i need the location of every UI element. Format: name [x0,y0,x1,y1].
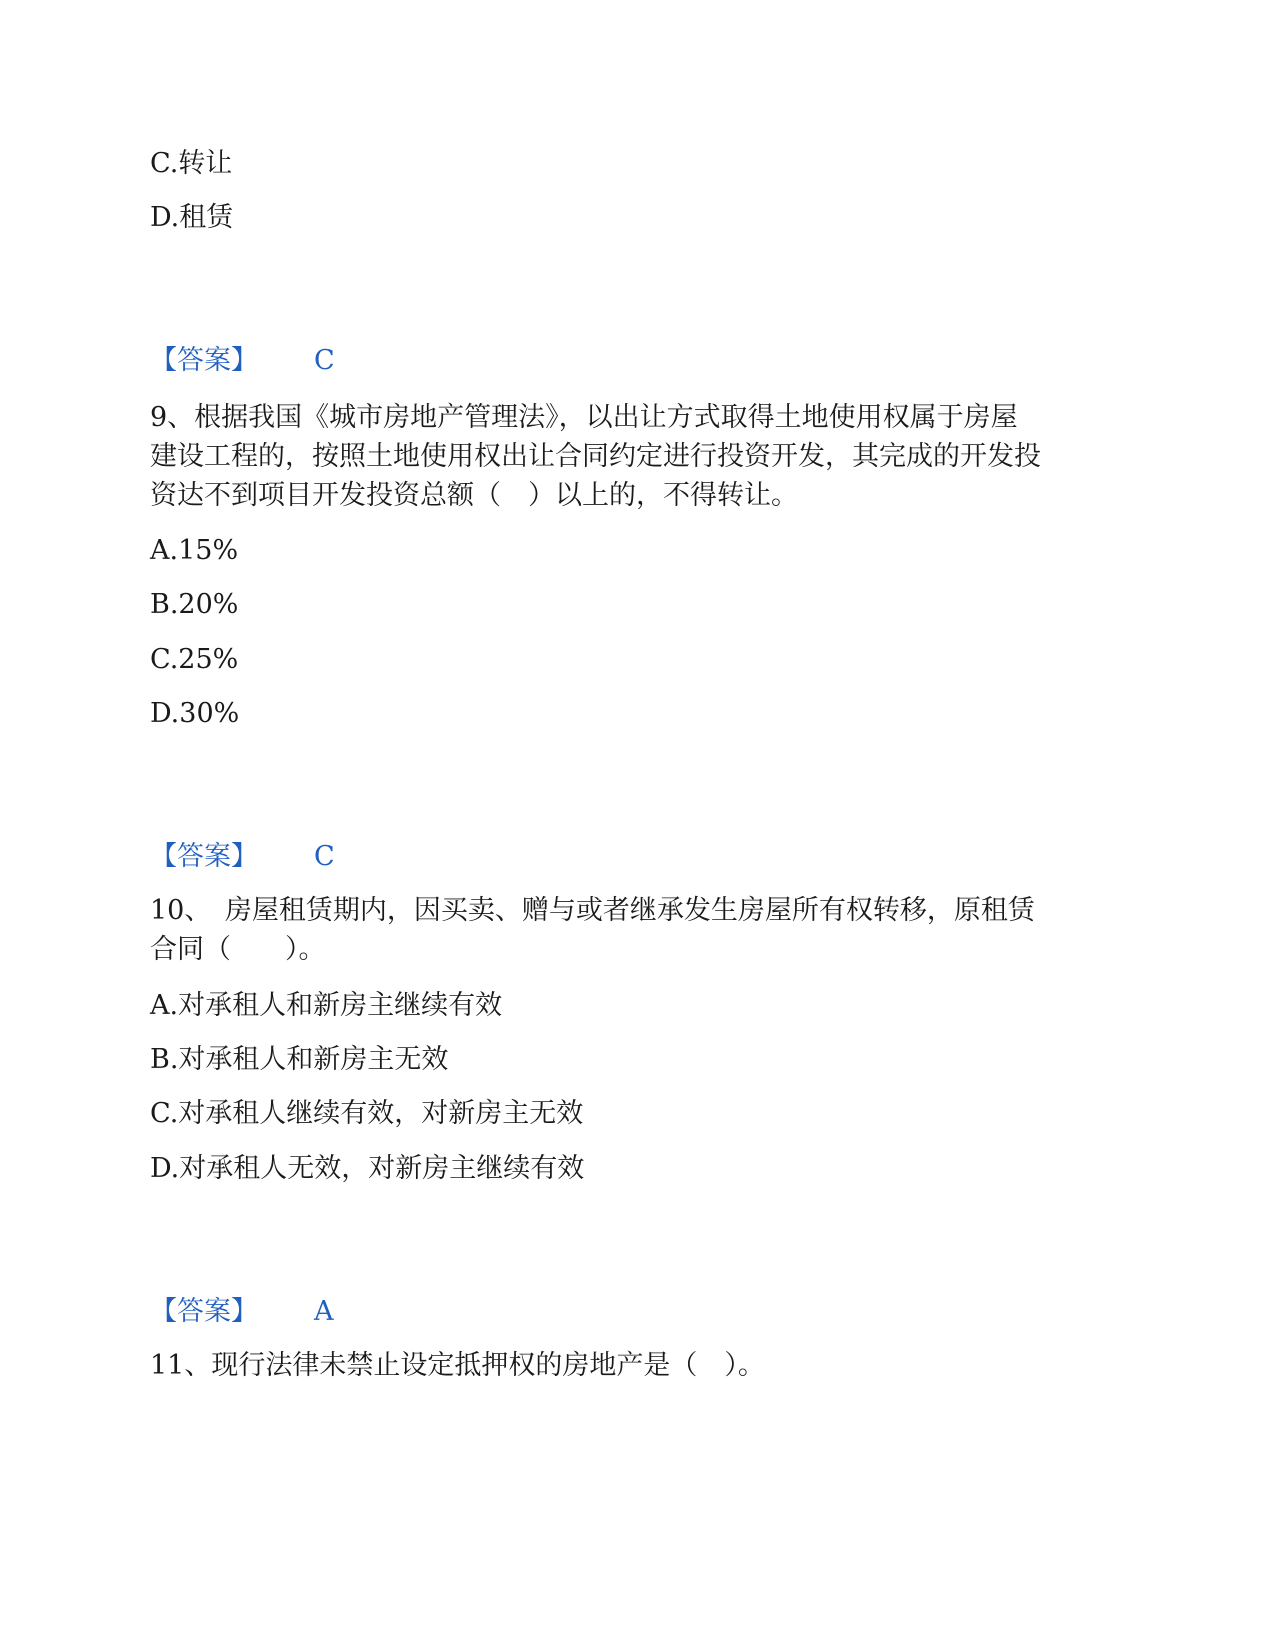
q11-stem-line-1: 11、现行法律未禁止设定抵押权的房地产是（ ）。 [150,1350,765,1381]
answer-value: C [314,345,335,376]
q9-stem-line-3: 资达不到项目开发投资总额（ ）以上的，不得转让。 [150,480,798,511]
answer-value: C [314,841,335,872]
q10-option-a: A.对承租人和新房主继续有效 [150,990,503,1021]
q9-answer [150,840,335,874]
q10-option-d: D.对承租人无效，对新房主继续有效 [150,1153,585,1184]
q10-option-b: B.对承租人和新房主无效 [150,1044,449,1075]
q8-option-d: D.租赁 [150,202,234,233]
q10-stem-line-2: 合同（ ）。 [150,934,326,965]
q9-option-a: A.15% [150,535,239,566]
q9-option-d: D.30% [150,698,240,729]
q9-stem-line-1: 9、根据我国《城市房地产管理法》，以出让方式取得土地使用权属于房屋 [150,402,1018,433]
q10-stem-line-1: 10、 房屋租赁期内，因买卖、赠与或者继承发生房屋所有权转移，原租赁 [150,895,1035,926]
q9-option-b: B.20% [150,589,239,620]
q9-option-c: C.25% [150,644,239,675]
q8-option-c: C.转让 [150,148,233,179]
q8-answer [150,344,335,378]
q10-option-c: C.对承租人继续有效，对新房主无效 [150,1098,584,1129]
answer-label: 【答案】 [150,345,258,376]
answer-value: A [314,1296,334,1327]
q9-stem-line-2: 建设工程的，按照土地使用权出让合同约定进行投资开发，其完成的开发投 [150,441,1041,472]
q10-answer [150,1295,334,1329]
answer-label: 【答案】 [150,841,258,872]
answer-label: 【答案】 [150,1296,258,1327]
